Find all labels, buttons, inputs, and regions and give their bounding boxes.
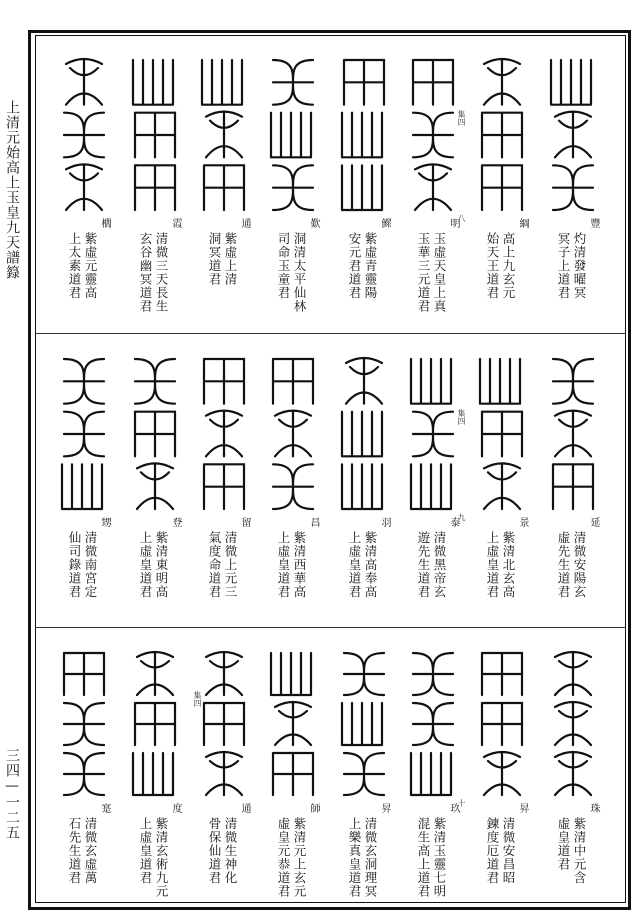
entry-text-line: 清微安陽玄 (572, 531, 587, 599)
leaf-number-mark: 八 (457, 214, 466, 222)
seal-script-glyph (56, 649, 112, 799)
talisman-entry (259, 335, 327, 627)
seal-script-glyph (336, 56, 392, 214)
entry-head-character: 通 (239, 803, 250, 813)
entry-text-line: 紫虛青靈陽 (363, 232, 378, 300)
seal-script-glyph (405, 56, 461, 214)
seal-script-glyph (474, 649, 530, 799)
entry-text-line: 玄谷幽冥道君 (138, 232, 153, 313)
collection-mark: 集四 (457, 409, 466, 425)
seal-script-glyph (545, 649, 601, 799)
entry-head-character: 玖 (448, 803, 459, 813)
talisman-entry (468, 629, 536, 904)
seal-script-glyph (474, 355, 530, 513)
page-number: 三四—一二五 (4, 748, 20, 840)
entry-text-line: 清微南宮定 (83, 531, 98, 599)
seal-script-glyph (405, 649, 461, 799)
seal-script-glyph (405, 355, 461, 513)
entry-text-line: 上虛皇道君 (347, 531, 362, 599)
talisman-entry (330, 36, 398, 333)
seal-script-glyph (265, 649, 321, 799)
talisman-entry (121, 36, 189, 333)
seal-script-glyph (127, 56, 183, 214)
section-divider (36, 333, 625, 334)
entry-head-character: 昌 (308, 517, 319, 527)
entry-head-character: 度 (170, 803, 181, 813)
talisman-entry (190, 36, 258, 333)
talisman-entry (539, 629, 607, 904)
seal-script-glyph (336, 355, 392, 513)
entry-text-line: 紫清西華高 (292, 531, 307, 599)
entry-text-line: 紫虛元靈高 (83, 232, 98, 300)
entry-text-line: 司命玉童君 (276, 232, 291, 300)
entry-head-character: 明 (448, 218, 459, 228)
seal-script-glyph (545, 355, 601, 513)
entry-text-line: 安元君道君 (347, 232, 362, 300)
entry-text-line: 洞清太平仙林 (292, 232, 307, 313)
entry-head-character: 寔 (99, 803, 110, 813)
leaf-number-mark: 十 (457, 799, 466, 807)
seal-script-glyph (56, 56, 112, 214)
talisman-entry (468, 335, 536, 627)
entry-head-character: 鰥 (379, 218, 390, 228)
entry-text-line: 清微黑帝玄 (432, 531, 447, 599)
talisman-entry (190, 335, 258, 627)
talisman-entry (330, 629, 398, 904)
entry-text-line: 虛皇道君 (556, 817, 571, 871)
seal-script-glyph (545, 56, 601, 214)
entry-text-line: 上虛皇道君 (276, 531, 291, 599)
seal-script-glyph (265, 355, 321, 513)
entry-text-line: 始天王道君 (485, 232, 500, 300)
entry-text-line: 玉華三元道君 (416, 232, 431, 313)
entry-head-character: 歎 (308, 218, 319, 228)
entry-text-line: 紫清高奉高 (363, 531, 378, 599)
entry-text-line: 混生高上道君 (416, 817, 431, 898)
entry-text-line: 清微生神化 (223, 817, 238, 885)
talisman-entry (121, 335, 189, 627)
entry-text-line: 清微上元三 (223, 531, 238, 599)
section-divider (36, 627, 625, 628)
entry-text-line: 遊先生道君 (416, 531, 431, 599)
talisman-entry (259, 629, 327, 904)
entry-head-character: 留 (239, 517, 250, 527)
entry-text-line: 紫虛上清 (223, 232, 238, 286)
entry-head-character: 通 (239, 218, 250, 228)
entry-head-character: 昇 (379, 803, 390, 813)
entry-head-character: 櫚 (99, 218, 110, 228)
entry-text-line: 紫清中元含 (572, 817, 587, 885)
seal-script-glyph (336, 649, 392, 799)
talisman-entry (539, 335, 607, 627)
seal-script-glyph (127, 649, 183, 799)
entry-text-line: 紫清玉靈七明 (432, 817, 447, 898)
entry-text-line: 上太素道君 (67, 232, 82, 300)
talisman-entry (330, 335, 398, 627)
entry-text-line: 上虛皇道君 (138, 817, 153, 885)
entry-head-character: 景 (517, 517, 528, 527)
seal-script-glyph (196, 355, 252, 513)
entry-text-line: 虛先生道君 (556, 531, 571, 599)
entry-text-line: 冥子上道君 (556, 232, 571, 300)
entry-text-line: 紫清玄術九元 (154, 817, 169, 898)
entry-head-character: 豐 (588, 218, 599, 228)
entry-text-line: 玉虛天皇上真 (432, 232, 447, 313)
talisman-entry (468, 36, 536, 333)
talisman-entry (399, 629, 467, 904)
entry-text-line: 清微三天長生 (154, 232, 169, 313)
entry-text-line: 鍊度厄道君 (485, 817, 500, 885)
collection-mark: 集四 (457, 110, 466, 126)
talisman-entry (539, 36, 607, 333)
seal-script-glyph (196, 56, 252, 214)
entry-head-character: 綱 (517, 218, 528, 228)
talisman-entry (50, 36, 118, 333)
entry-text-line: 骨保仙道君 (207, 817, 222, 885)
entry-text-line: 高上九玄元 (501, 232, 516, 300)
talisman-entry (50, 629, 118, 904)
entry-head-character: 師 (308, 803, 319, 813)
entry-text-line: 上樂真皇道君 (347, 817, 362, 898)
entry-text-line: 灼清發曜冥 (572, 232, 587, 300)
side-title: 上清元始高上玉皇九天譜籙 (4, 100, 20, 280)
entry-text-line: 石先生道君 (67, 817, 82, 885)
talisman-entry (259, 36, 327, 333)
entry-text-line: 洞冥道君 (207, 232, 222, 286)
talisman-entry (50, 335, 118, 627)
entry-head-character: 霞 (170, 218, 181, 228)
entry-text-line: 紫清東明高 (154, 531, 169, 599)
entry-text-line: 虛皇元恭道君 (276, 817, 291, 898)
talisman-section (36, 629, 625, 904)
entry-head-character: 登 (170, 517, 181, 527)
talisman-section (36, 36, 625, 333)
collection-mark: 集四 (193, 691, 202, 707)
entry-head-character: 甥 (99, 517, 110, 527)
entry-head-character: 羽 (379, 517, 390, 527)
entry-text-line: 仙司錄道君 (67, 531, 82, 599)
entry-text-line: 清微玄洞理冥 (363, 817, 378, 898)
entry-head-character: 珠 (588, 803, 599, 813)
entry-text-line: 清微安昌昭 (501, 817, 516, 885)
talisman-entry (121, 629, 189, 904)
seal-script-glyph (56, 355, 112, 513)
entry-text-line: 氣度命道君 (207, 531, 222, 599)
entry-head-character: 昇 (517, 803, 528, 813)
entry-head-character: 延 (588, 517, 599, 527)
entry-text-line: 紫清北玄高 (501, 531, 516, 599)
seal-script-glyph (127, 355, 183, 513)
talisman-entry (399, 335, 467, 627)
entry-head-character: 泰 (448, 517, 459, 527)
seal-script-glyph (196, 649, 252, 799)
seal-script-glyph (265, 56, 321, 214)
talisman-entry (190, 629, 258, 904)
leaf-number-mark: 九 (457, 513, 466, 521)
entry-text-line: 上虛皇道君 (485, 531, 500, 599)
talisman-section (36, 335, 625, 627)
talisman-entry (399, 36, 467, 333)
entry-text-line: 紫清元上玄元 (292, 817, 307, 898)
entry-text-line: 上虛皇道君 (138, 531, 153, 599)
entry-text-line: 清微玄虛萬 (83, 817, 98, 885)
seal-script-glyph (474, 56, 530, 214)
